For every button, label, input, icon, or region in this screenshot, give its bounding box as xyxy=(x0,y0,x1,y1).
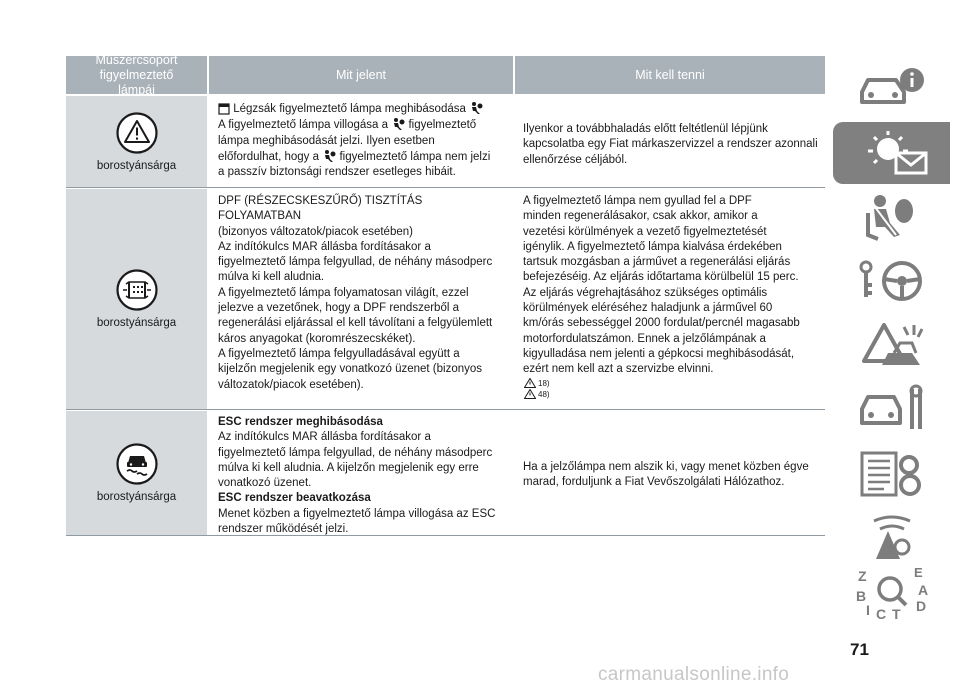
svg-text:D: D xyxy=(915,598,926,614)
esc-meaning: ESC rendszer meghibásodása Az indítókulcs MAR állásba fordításakor a figyelmeztető lámpa felgyullad, de néhány másodperc múlva ki kell aludnia. A kijelzőn megjelenik egy erre vonatkozó üzenet. ESC rendszer beavatkozása Menet közben a figyelmeztető lámpa villogása az ESC rendszer működését jelzi. xyxy=(218,416,496,536)
header-action: Mit kell tenni xyxy=(515,56,825,94)
reference-note[interactable]: 48) xyxy=(524,389,823,400)
header-meaning: Mit jelent xyxy=(209,56,513,94)
svg-text:C: C xyxy=(875,606,886,622)
svg-text:Z: Z xyxy=(857,568,867,584)
airbag-safety-icon xyxy=(854,189,930,245)
car-info-icon xyxy=(854,62,930,118)
nav-technical-data[interactable] xyxy=(833,442,950,504)
nav-multimedia[interactable] xyxy=(833,506,950,568)
warning-light-cell xyxy=(66,411,207,535)
row-divider xyxy=(66,187,825,188)
svg-text:A: A xyxy=(917,582,928,598)
general-warning-icon xyxy=(116,112,158,154)
maintenance-icon xyxy=(854,381,930,437)
nav-warning-lights[interactable] xyxy=(833,122,950,184)
nav-maintenance[interactable] xyxy=(833,378,950,440)
emergency-icon xyxy=(854,317,930,373)
color-label: borostyánsárga xyxy=(96,491,177,503)
technical-data-icon xyxy=(854,445,930,501)
row-divider xyxy=(66,535,825,536)
color-label: borostyánsárga xyxy=(96,317,177,329)
esc-action: Ha a jelzőlámpa nem alszik ki, vagy menet közben égve marad, forduljunk a Fiat Vevőszolgálati Hálózathoz. xyxy=(523,461,809,489)
dpf-meaning: DPF (RÉSZECSKESZŰRŐ) TISZTÍTÁS FOLYAMATBAN (bizonyos változatok/piacok esetében) Az indítókulcs MAR állásba fordításakor a figyelmeztető lámpa felgyullad, de néhány másodperc múlva ki kell aludnia. A figyelmeztető lámpa folyamatosan világít, ezzel jelezve a vezetőnek, hogy a DPF rendszerből a regenerálási eljárással el kell távolítani a felgyülemlett káros anyagokat (koromrészecskéket). A figyelmeztető lámpa felgyulladásával együtt a kijelzőn megjelenik egy vonatkozó üzenet (bizonyos változatok/piacok esetében). xyxy=(218,195,493,391)
warning-lights-icon xyxy=(852,125,932,181)
row-divider xyxy=(66,409,825,410)
dpf-icon xyxy=(116,269,158,311)
airbag-icon xyxy=(391,117,405,131)
nav-safety[interactable] xyxy=(833,186,950,248)
header-warning-lights: Műszercsoport figyelmeztető lámpái xyxy=(66,56,207,94)
warning-light-cell xyxy=(66,96,207,187)
watermark: carmanualsonline.info xyxy=(598,664,790,685)
info-box-icon xyxy=(218,103,230,115)
nav-car-info[interactable] xyxy=(833,58,950,122)
svg-text:E: E xyxy=(913,565,923,580)
color-label: borostyánsárga xyxy=(96,159,177,172)
warning-light-cell xyxy=(66,189,207,409)
airbag-action: Ilyenkor a továbbhaladás előtt feltétlenül lépjünk kapcsolatba egy Fiat márkaszervizzel a rendszer azonnali ellenőrzése céljából. xyxy=(523,123,818,166)
nav-starting-driving[interactable] xyxy=(833,250,950,312)
airbag-meaning: Légzsák figyelmeztető lámpa meghibásodása A figyelmeztető lámpa villogása a figyelmeztető lámpa meghibásodását jelzi. Ilyen esetben előfordulhat, hogy a figyelmeztető lámpa nem jelzi a passzív biztonsági rendszer esetleges hibáit. xyxy=(218,103,491,179)
index-icon xyxy=(852,563,932,623)
esc-skid-icon xyxy=(116,443,158,485)
reference-note[interactable]: 18) xyxy=(524,378,823,389)
svg-text:B: B xyxy=(855,588,866,604)
svg-text:I: I xyxy=(865,602,870,618)
warning-triangle-icon xyxy=(524,378,536,388)
svg-text:T: T xyxy=(891,606,901,622)
starting-driving-icon xyxy=(854,253,930,309)
dpf-action: A figyelmeztető lámpa nem gyullad fel a DPF minden regenerálásakor, csak akkor, amikor a vezetési körülmények a vezető figyelmeztetését igénylik. A figyelmeztető lámpa kialvása érdekében tartsuk mozgásban a járművet a regenerálási eljárás befejezéséig. Az eljárás időtartama körülbelül 15 perc. Az eljárás végrehajtásához szükséges optimális körülmények eléréséhez haladjunk a járművel 60 km/órás sebességgel 2000 fordulat/percnél magasabb motorfordulatszámon. Ennek a jelzőlámpának a kigyulladása nem jelenti a gépkocsi meghibásodását, ezért nem kell azt a szervizbe elvinni. 18) 48) xyxy=(523,194,823,400)
warning-triangle-icon xyxy=(524,389,536,399)
nav-emergency[interactable] xyxy=(833,314,950,376)
airbag-icon xyxy=(469,101,483,115)
airbag-icon xyxy=(322,149,336,163)
nav-index[interactable] xyxy=(833,562,950,624)
multimedia-icon xyxy=(854,509,930,565)
page-number: 71 xyxy=(850,640,869,659)
